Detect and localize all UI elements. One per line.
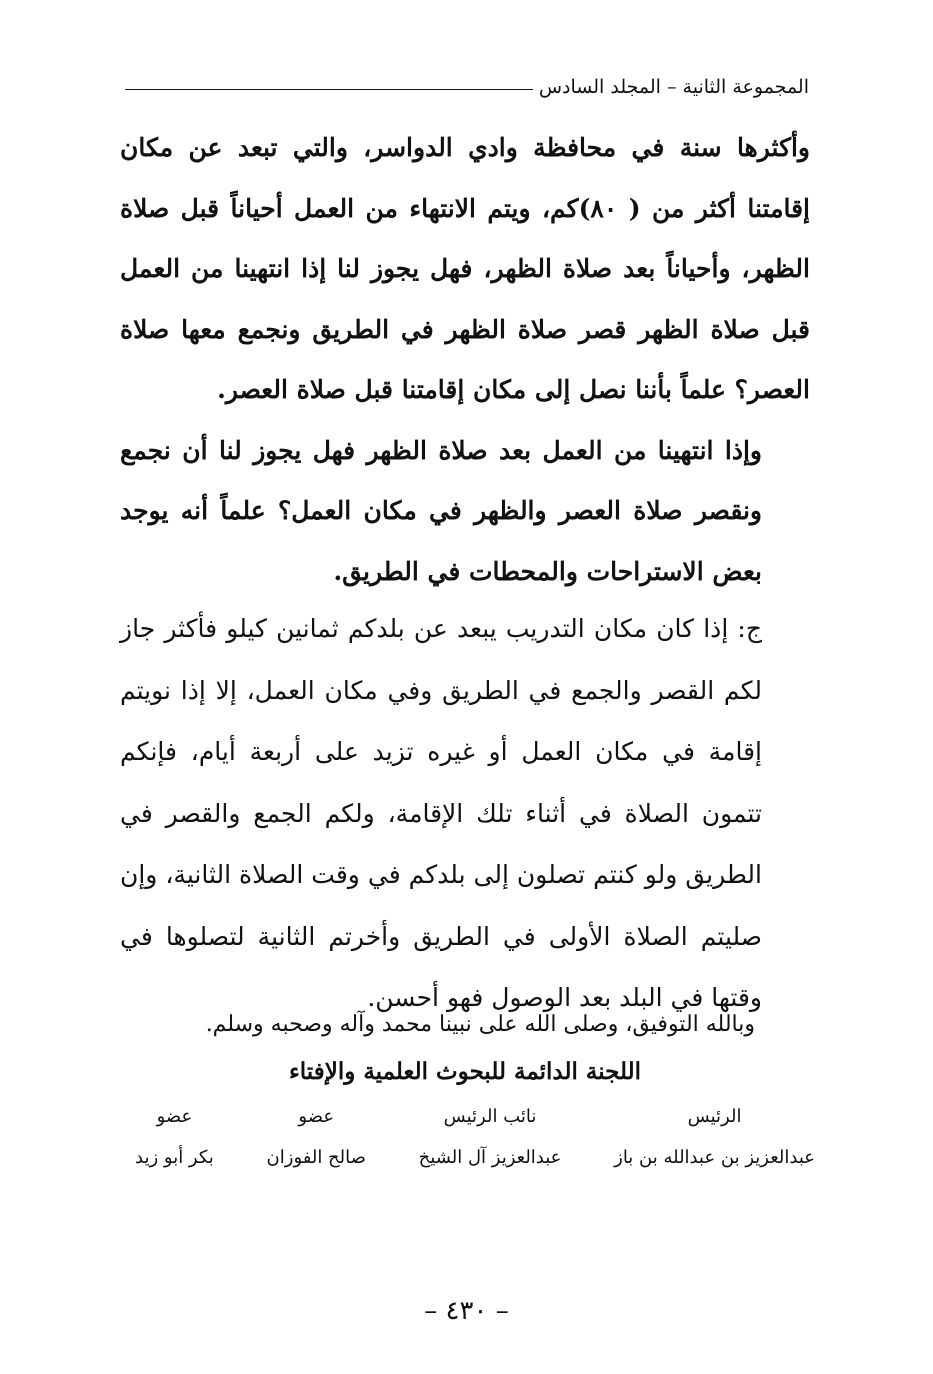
- question-text: [120, 118, 810, 602]
- signer-name: بكر أبو زيد: [135, 1147, 214, 1168]
- closing-line: وبالله التوفيق، وصلى الله على نبينا محمد وآله وصحبه وسلم.: [205, 1012, 755, 1037]
- signer-role: عضو: [298, 1106, 335, 1127]
- running-header: [125, 72, 809, 102]
- signer-name: عبدالعزيز بن عبدالله بن باز: [614, 1147, 815, 1168]
- signer-member-2: [135, 1106, 214, 1168]
- header-title: المجموعة الثانية – المجلد السادس: [538, 76, 809, 98]
- question-paragraph-2: وإذا انتهينا من العمل بعد صلاة الظهر فهل يجوز لنا أن نجمع ونقصر صلاة العصر والظهر في مكان العمل؟ علماً أنه يوجد بعض الاستراحات والمحطات في الطريق.: [120, 435, 762, 586]
- signer-role: عضو: [156, 1106, 193, 1127]
- signatories: [135, 1106, 815, 1168]
- signer-member-1: [267, 1106, 366, 1168]
- signer-vice-president: [419, 1106, 562, 1168]
- signer-role: الرئيس: [687, 1106, 742, 1127]
- question-paragraph-1: وأكثرها سنة في محافظة وادي الدواسر، والتي تبعد عن مكان إقامتنا أكثر من ( ٨٠)كم، ويتم الانتهاء من العمل أحياناً قبل صلاة الظهر، وأحياناً بعد صلاة الظهر، فهل يجوز لنا إذا انتهينا من العمل قبل صلاة الظهر قصر صلاة الظهر في الطريق ونجمع معها صلاة العصر؟ علماً بأننا نصل إلى مكان إقامتنا قبل صلاة العصر.: [120, 133, 810, 404]
- signer-president: [614, 1106, 815, 1168]
- header-rule: [125, 89, 533, 90]
- signer-name: صالح الفوزان: [266, 1147, 366, 1168]
- signer-role: نائب الرئيس: [443, 1106, 537, 1127]
- answer-paragraph: ج: إذا كان مكان التدريب يبعد عن بلدكم ثمانين كيلو فأكثر جاز لكم القصر والجمع في الطريق وفي مكان العمل، إلا إذا نويتم إقامة في مكان العمل أو غيره تزيد على أربعة أيام، فإنكم تتمون الصلاة في أثناء تلك الإقامة، ولكم الجمع والقصر في الطريق ولو كنتم تصلون إلى بلدكم في وقت الصلاة الثانية، وإن صليتم الصلاة الأولى في الطريق وأخرتم الثانية لتصلوها في وقتها في البلد بعد الوصول فهو أحسن.: [120, 614, 762, 1012]
- committee-title: اللجنة الدائمة للبحوث العلمية والإفتاء: [288, 1058, 642, 1085]
- signer-name: عبدالعزيز آل الشيخ: [418, 1147, 562, 1168]
- page-number: – ٤٣٠ –: [424, 1296, 509, 1326]
- answer-text: [120, 598, 810, 1029]
